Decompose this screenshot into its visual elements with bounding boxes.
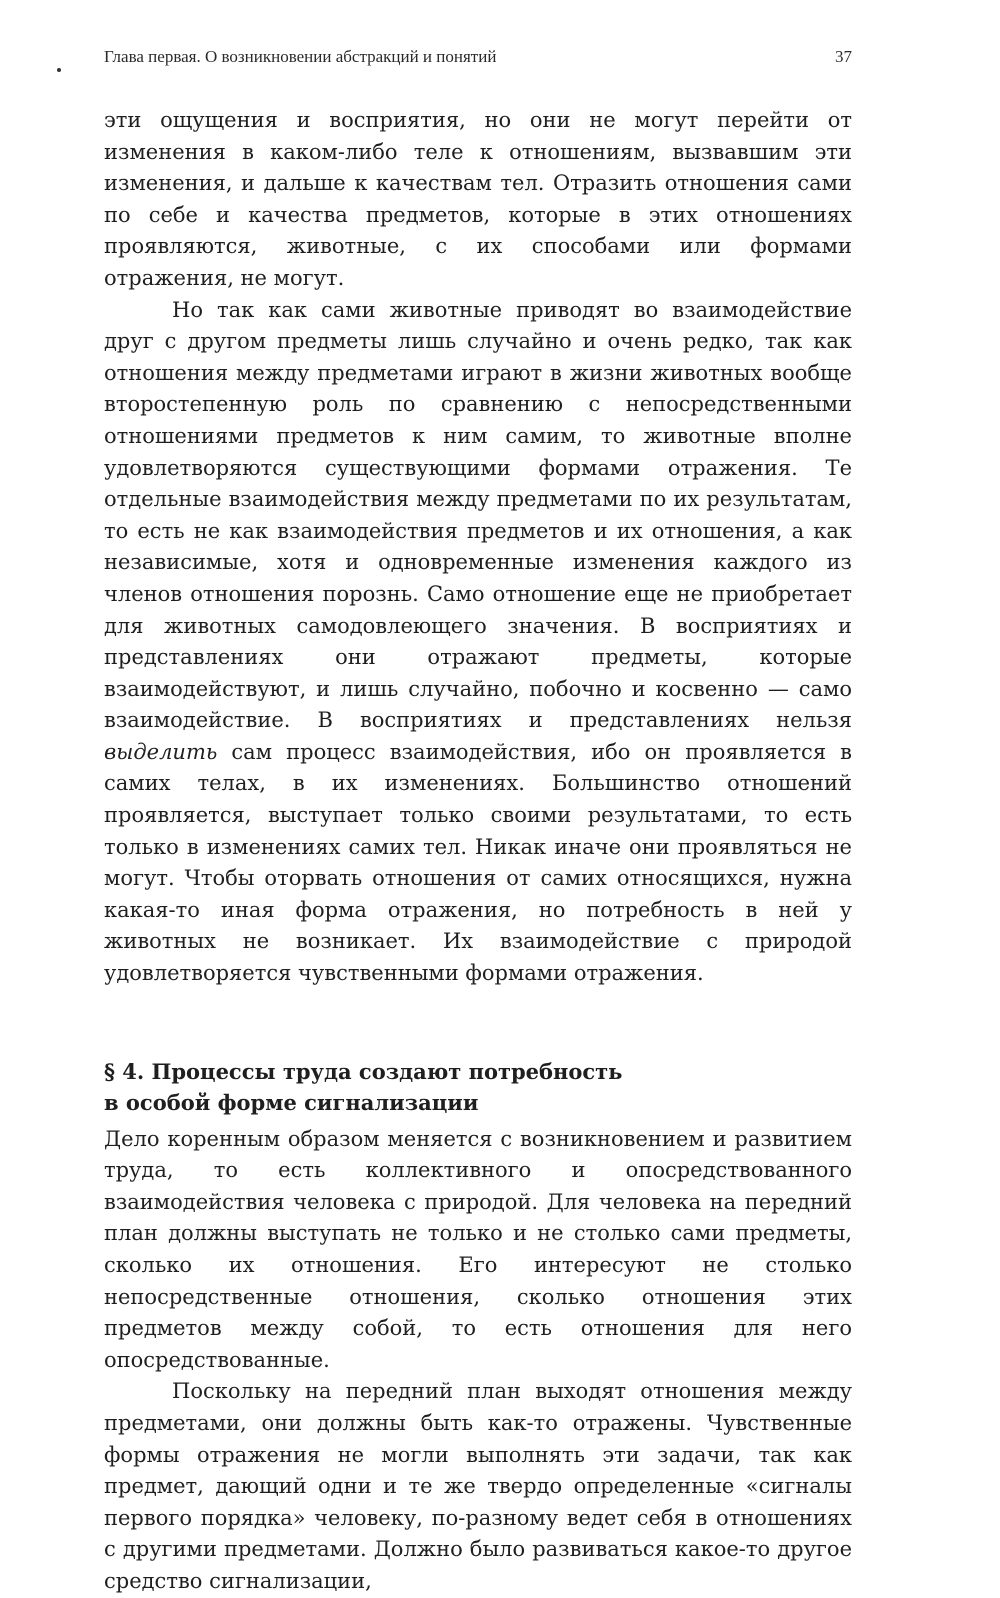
emphasis-word: выделить <box>104 739 218 764</box>
page-number: 37 <box>835 47 852 66</box>
paragraph-3: Дело коренным образом меняется с возникновением и развитием труда, то есть коллективного и опосредствованного взаимодействия человека с природой. Для человека на передний план должны выступать не только и не столько сами предметы, сколько их отношения. Его интересуют не столько непосредственные отношения, сколько отношения этих предметов между собой, то есть отношения для него опосредствованные. <box>104 1126 852 1372</box>
body-text <box>104 105 852 1598</box>
section-heading <box>104 1056 852 1118</box>
paragraph-2 <box>104 295 852 990</box>
paragraph-2-part-1: Но так как сами животные приводят во взаимодействие друг с другом предметы лишь случайно и очень редко, так как отношения между предметами играют в жизни животных вообще второстепенную роль по сравнению с непосредственными отношениями предметов к ним самим, то животные вполне удовлетворяются существующими формами отражения. Те отдельные взаимодействия между предметами по их результатам, то есть не как взаимодействия предметов и их отношения, а как независимые, хотя и одновременные изменения каждого из членов отношения порознь. Само отношение еще не приобретает для животных самодовлеющего значения. В восприятиях и представлениях они отражают предметы, которые взаимодействуют, и лишь случайно, побочно и косвенно — само взаимодействие. В восприятиях и представлениях нельзя <box>104 297 852 733</box>
paragraph-2-part-2: сам процесс взаимодействия, ибо он проявляется в самих телах, в их изменениях. Большинство отношений проявляется, выступает только своими результатами, то есть только в изменениях самих тел. Никак иначе они проявляться не могут. Чтобы оторвать отношения от самих относящихся, нужна какая-то иная форма отражения, но потребность в ней у животных не возникает. Их взаимодействие с природой удовлетворяется чувственными формами отражения. <box>104 739 852 986</box>
paragraph-4: Поскольку на передний план выходят отношения между предметами, они должны быть как-то отражены. Чувственные формы отражения не могли выполнять эти задачи, так как предмет, дающий одни и те же твердо определенные «сигналы первого порядка» человеку, по-разному ведет себя в отношениях с другими предметами. Должно было развиваться какое-то другое средство сигнализации, <box>104 1379 852 1593</box>
section-heading-line-2: в особой форме сигнализации <box>104 1089 479 1115</box>
chapter-title: Глава первая. О возникновении абстракций и понятий <box>104 47 497 66</box>
running-header <box>104 47 852 67</box>
page-mark-dot <box>57 68 61 72</box>
section-heading-line-1: § 4. Процессы труда создают потребность <box>104 1058 623 1084</box>
paragraph-1: эти ощущения и восприятия, но они не могут перейти от изменения в каком-либо теле к отношениям, вызвавшим эти изменения, и дальше к качествам тел. Отразить отношения сами по себе и качества предметов, которые в этих отношениях проявляются, животные, с их способами или формами отражения, не могут. <box>104 108 852 290</box>
